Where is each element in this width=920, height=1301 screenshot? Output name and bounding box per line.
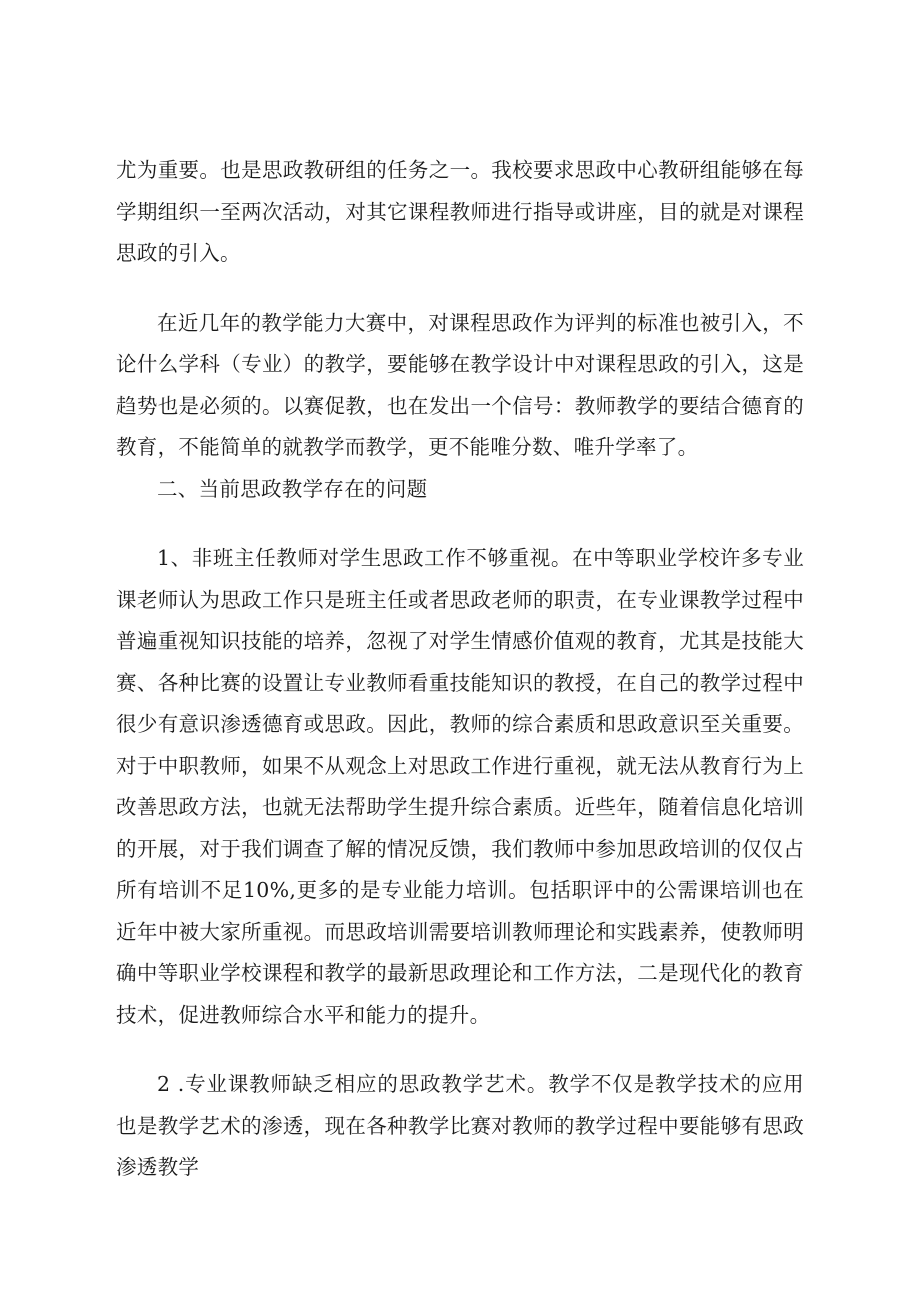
section-heading: 二、当前思政教学存在的问题 xyxy=(157,476,428,501)
document-page xyxy=(116,150,804,1189)
paragraph-continuation: 尤为重要。也是思政教研组的任务之一。我校要求思政中心教研组能够在每学期组织一至两次活动，对其它课程教师进行指导或讲座，目的就是对课程思政的引入。 xyxy=(116,158,804,265)
paragraph-competition: 在近几年的教学能力大赛中，对课程思政作为评判的标准也被引入，不论什么学科（专业）的教学，要能够在教学设计中对课程思政的引入，这是趋势也是必须的。以赛促教，也在发出一个信号：教师教学的要结合德育的教育，不能简单的就教学而教学，更不能唯分数、唯升学率了。 xyxy=(116,310,804,459)
paragraph-issue-2: 2 .专业课教师缺乏相应的思政教学艺术。教学不仅是教学技术的应用也是教学艺术的渗透，现在各种教学比赛对教师的教学过程中要能够有思政渗透教学 xyxy=(116,1072,804,1179)
paragraph-issue-1: 1、非班主任教师对学生思政工作不够重视。在中等职业学校许多专业课老师认为思政工作只是班主任或者思政老师的职责，在专业课教学过程中普遍重视知识技能的培养，忽视了对学生情感价值观的教育，尤其是技能大赛、各种比赛的设置让专业教师看重技能知识的教授，在自己的教学过程中很少有意识渗透德育或思政。因此，教师的综合素质和思政意识至关重要。对于中职教师，如果不从观念上对思政工作进行重视，就无法从教育行为上改善思政方法，也就无法帮助学生提升综合素质。近些年，随着信息化培训的开展，对于我们调查了解的情况反馈，我们教师中参加思政培训的仅仅占所有培训不足10%,更多的是专业能力培训。包括职评中的公需课培训也在近年中被大家所重视。而思政培训需要培训教师理论和实践素养，使教师明确中等职业学校课程和教学的最新思政理论和工作方法，二是现代化的教育技术，促进教师综合水平和能力的提升。 xyxy=(116,546,804,1027)
